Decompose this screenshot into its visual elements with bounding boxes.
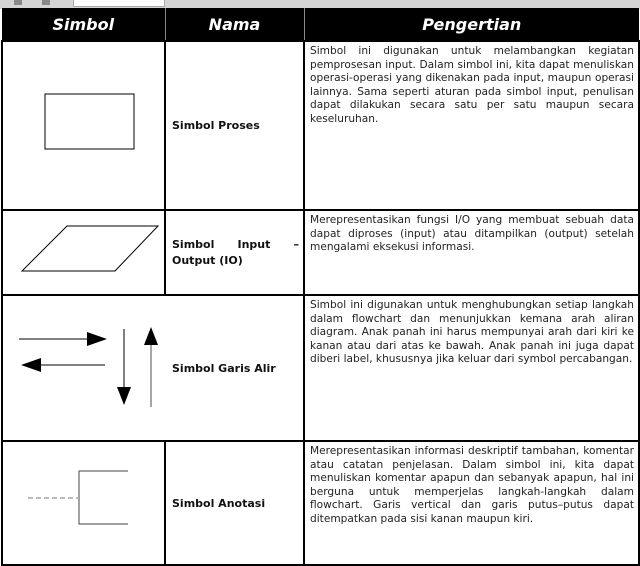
symbol-name: Simbol Anotasi: [165, 441, 304, 565]
symbol-cell: [2, 295, 165, 441]
table-row: [2, 441, 639, 565]
header-definition: Pengertian: [304, 8, 639, 41]
annotation-bracket-icon: [3, 443, 163, 563]
flowchart-symbol-table: [1, 8, 640, 566]
symbol-definition: Simbol ini digunakan untuk melambangkan kegiatan pemprosesan input. Dalam simbol ini, kita dapat menuliskan operasi-operasi yang dikenakan pada input, maupun operasi lainnya. Sama seperti aturan pada simbol input, penulisan dapat dilakukan secara satu per satu maupun secara keseluruhan.: [304, 41, 639, 210]
symbol-name: Simbol Garis Alir: [165, 295, 304, 441]
toolbar-field[interactable]: [73, 0, 165, 7]
input-output-parallelogram-icon: [3, 213, 163, 293]
symbol-name: Simbol Proses: [165, 41, 304, 210]
symbol-name: Simbol Input – Output (IO): [165, 210, 304, 295]
symbol-cell: [2, 441, 165, 565]
symbol-definition: Merepresentasikan informasi deskriptif tambahan, komentar atau catatan penjelasan. Dalam simbol ini, kita dapat menuliskan komentar apapun dan sebanyak apapun, hal ini berguna untuk memperjelas langkah-langkah dalam flowchart. Garis vertical dan garis putus–putus dapat ditempatkan pada sisi kanan maupun kiri.: [304, 441, 639, 565]
header-symbol: Simbol: [2, 8, 165, 41]
table-row: [2, 295, 639, 441]
symbol-cell: [2, 210, 165, 295]
table-header: [2, 8, 639, 41]
process-rectangle-icon: [3, 43, 163, 208]
table-row: [2, 210, 639, 295]
toolbar-button[interactable]: [42, 0, 50, 5]
flow-arrows-icon: [3, 297, 165, 439]
symbol-definition: Merepresentasikan fungsi I/O yang membuat sebuah data dapat diproses (input) atau ditampilkan (output) setelah mengalami eksekusi informasi.: [304, 210, 639, 295]
table-row: [2, 41, 639, 210]
header-name: Nama: [165, 8, 304, 41]
symbol-definition: Simbol ini digunakan untuk menghubungkan setiap langkah dalam flowchart dan menunjukkan kemana arah aliran diagram. Anak panah ini harus mempunyai arah dari kiri ke kanan atau dari atas ke bawah. Anak panah ini juga dapat diberi label, khususnya jika keluar dari symbol percabangan.: [304, 295, 639, 441]
symbol-cell: [2, 41, 165, 210]
toolbar-button[interactable]: [14, 0, 22, 5]
